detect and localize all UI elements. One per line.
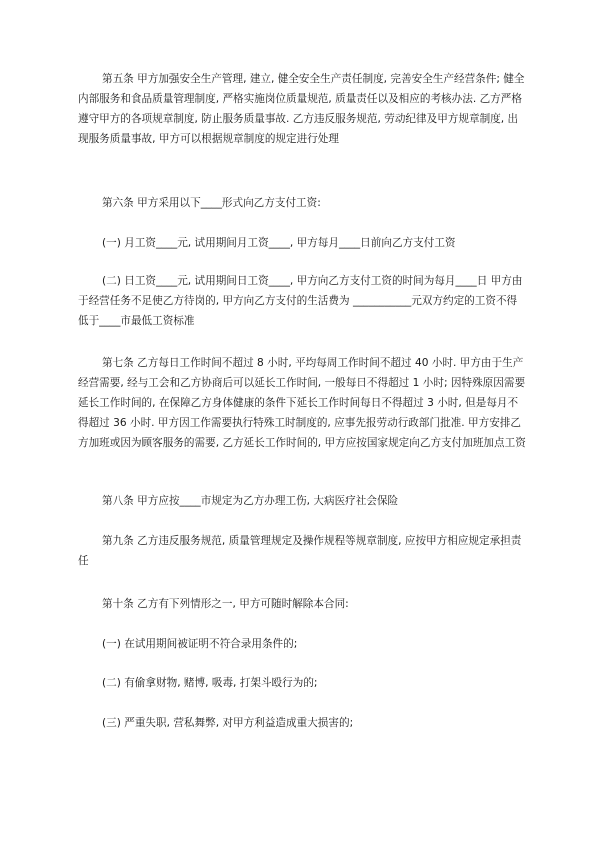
article-7-paragraph: 第七条 乙方每日工作时间不超过 8 小时, 平均每周工作时间不超过 40 小时. 甲方由于生产经营需要, 经与工会和乙方协商后可以延长工作时间, 一般每日不得超过 1 小时; 因特殊原因需要延长工作时间的, 在保障乙方身体健康的条件下延长工作时间每日不得超过 3 小时, 但是每月不得超过 36 小时. 甲方因工作需要执行特殊工时制度的, 应事先报劳动行政部门批准. 甲方安排乙方加班或因为顾客服务的需要, 乙方延长工作时间的, 甲方应按国家规定向乙方支付加班加点工资: [78, 357, 526, 449]
article-8-paragraph: 第八条 甲方应按____市规定为乙方办理工伤, 大病医疗社会保险: [102, 495, 399, 507]
article-5-paragraph: 第五条 甲方加强安全生产管理, 建立, 健全安全生产责任制度, 完善安全生产经营条件; 健全内部服务和食品质量管理制度, 严格实施岗位质量规范, 质量责任以及相应的考核办法. 乙方严格遵守甲方的各项规章制度, 防止服务质量事故. 乙方违反服务规范, 劳动纪律及甲方规章制度, 出现服务质量事故, 甲方可以根据规章制度的规定进行处理: [78, 73, 525, 145]
article-10-paragraph: 第十条 乙方有下列情形之一, 甲方可随时解除本合同:: [102, 598, 349, 610]
article-6-paragraph: 第六条 甲方采用以下____形式向乙方支付工资:: [102, 197, 321, 209]
article-9-paragraph: 第九条 乙方违反服务规范, 质量管理规定及操作规程等规章制度, 应按甲方相应规定承担责任: [78, 535, 522, 567]
article-10-item-1: (一) 在试用期间被证明不符合录用条件的;: [102, 638, 298, 650]
article-6-item-1: (一) 月工资____元, 试用期间月工资____, 甲方每月____日前向乙方支付工资: [102, 237, 456, 249]
article-10-item-2: (二) 有偷拿财物, 赌博, 吸毒, 打架斗殴行为的;: [102, 677, 318, 689]
article-10-item-3: (三) 严重失职, 营私舞弊, 对甲方利益造成重大损害的;: [102, 717, 354, 729]
article-6-item-2: (二) 日工资____元, 试用期间日工资____, 甲方向乙方支付工资的时间为每月____日 甲方由于经营任务不足使乙方待岗的, 甲方向乙方支付的生活费为 ___________元双方约定的工资不得低于____市最低工资标准: [78, 275, 523, 327]
